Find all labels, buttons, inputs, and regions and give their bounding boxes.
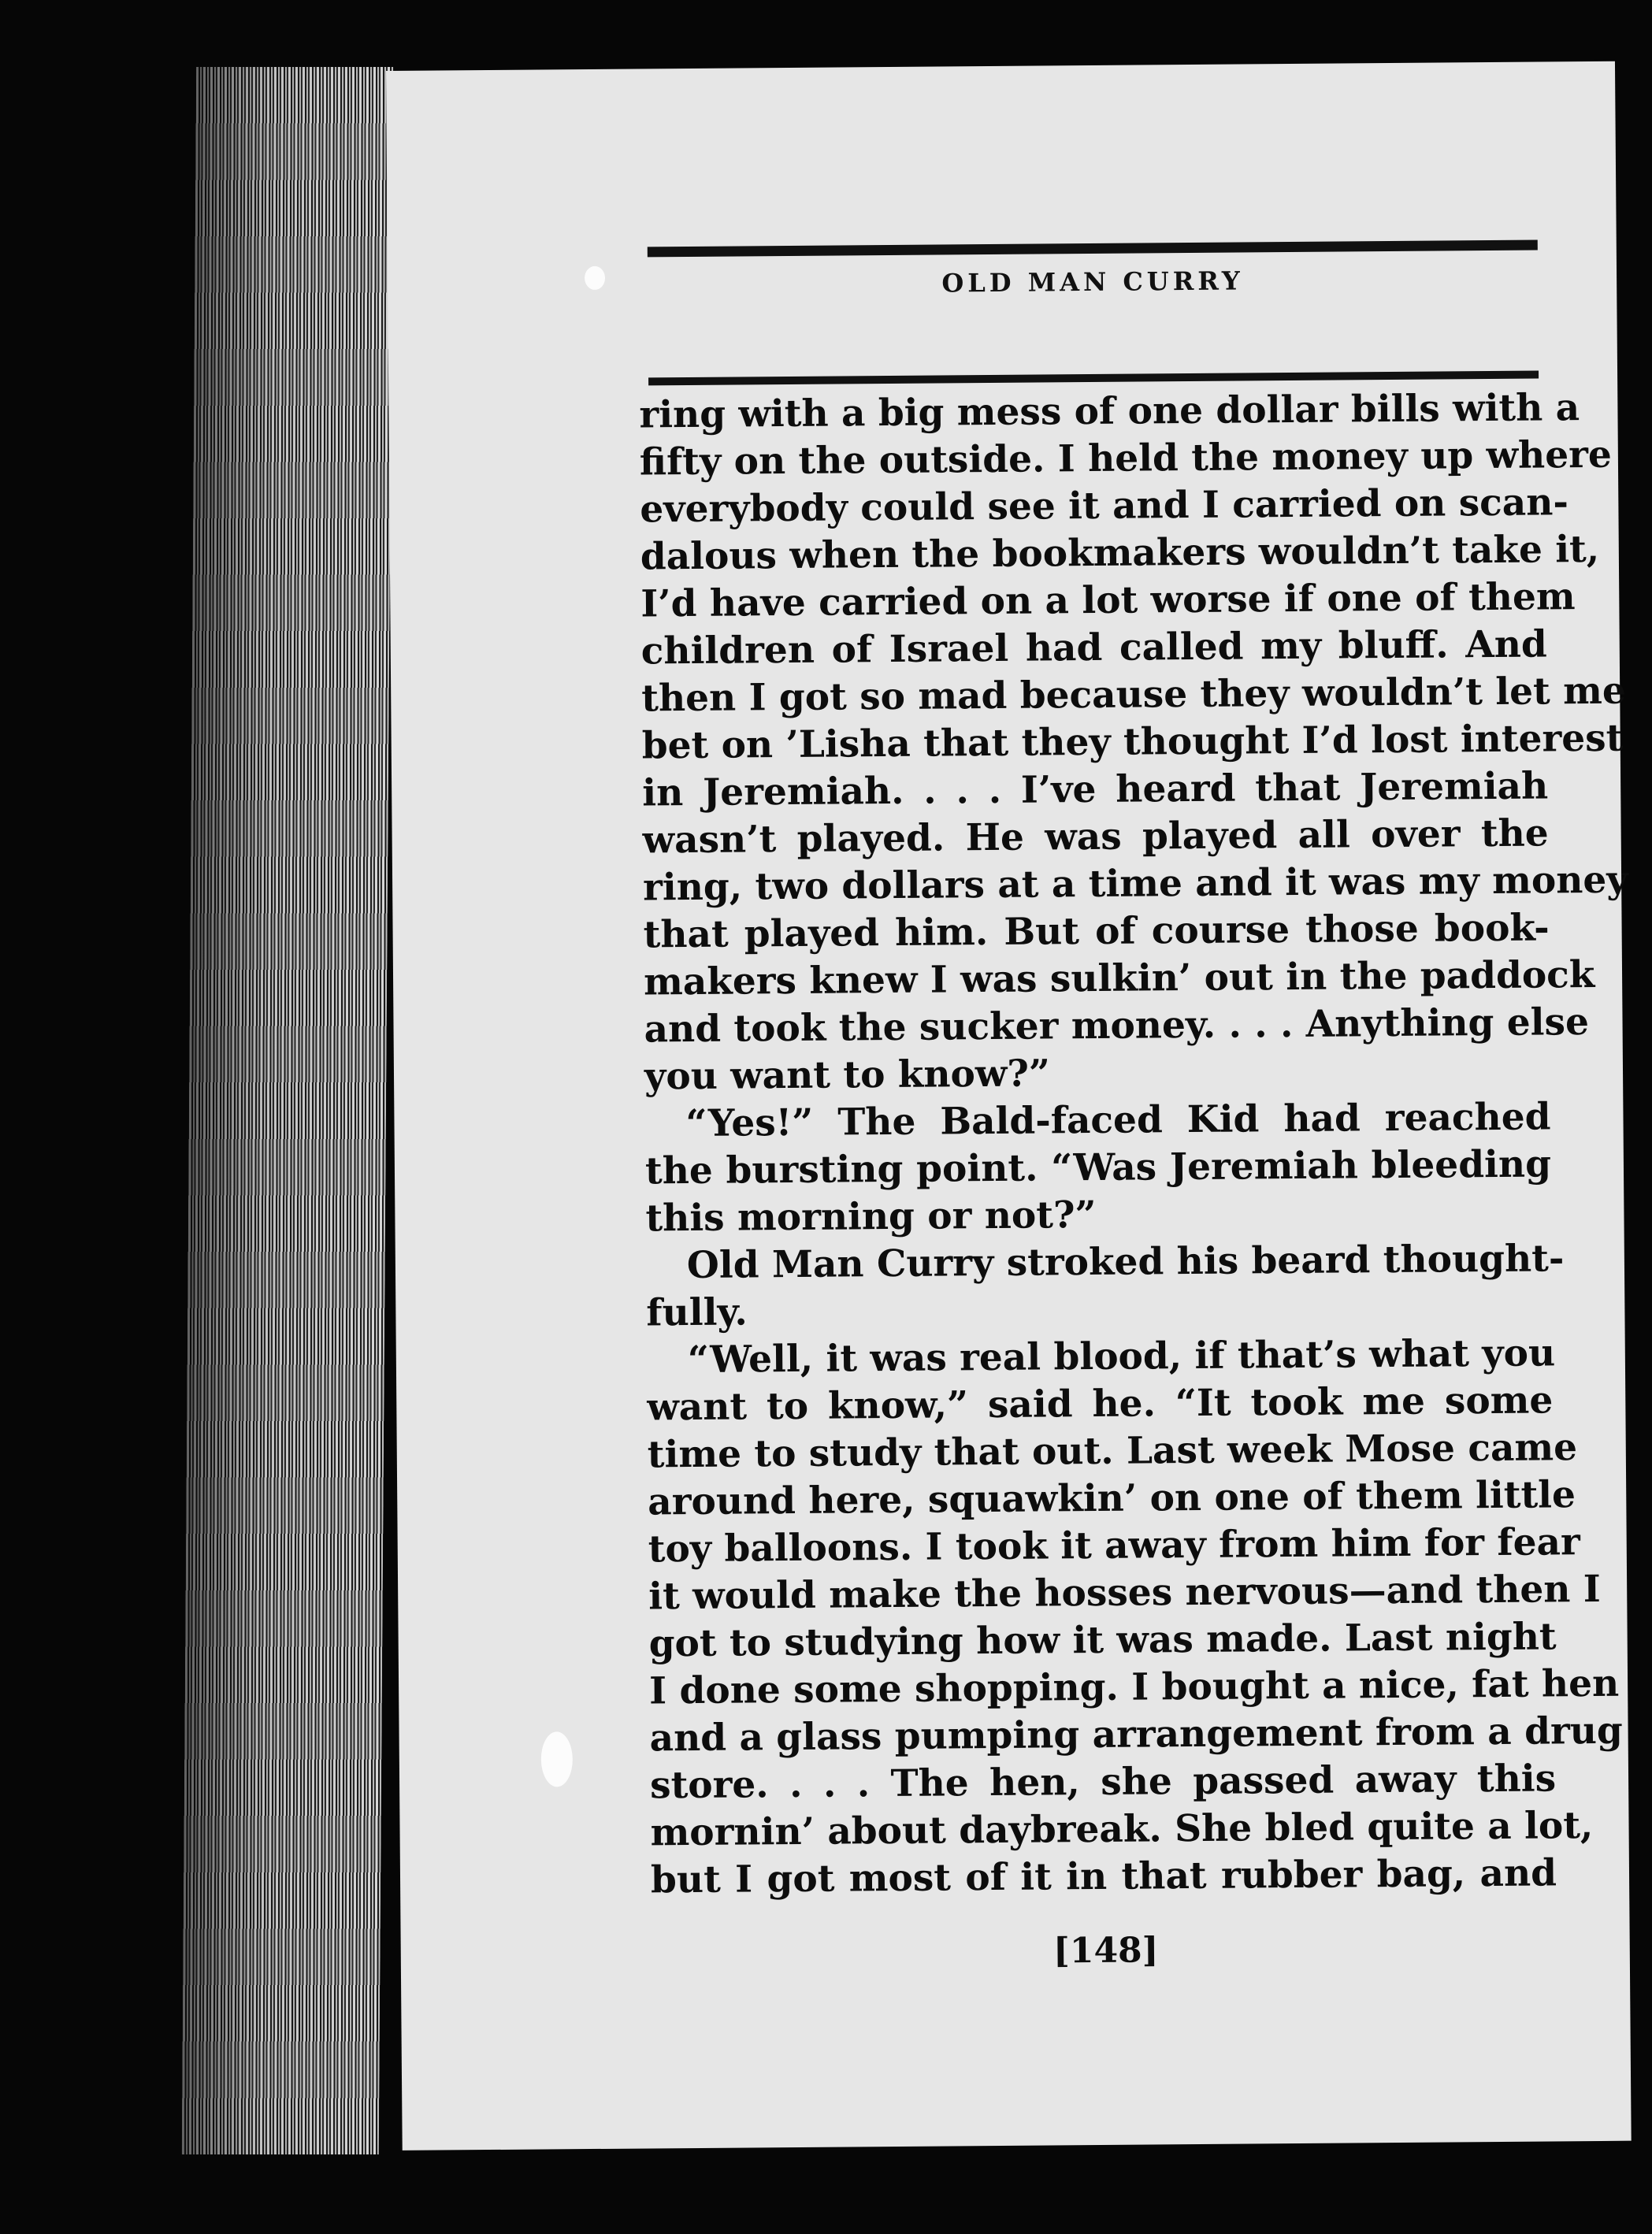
body-text (639, 384, 1628, 1904)
book-page (386, 61, 1632, 2151)
text-line: that played him. But of course those book- (643, 906, 1550, 957)
text-line: and took the sucker money. . . . Anything else (644, 1000, 1590, 1052)
text-line: the bursting point. “Was Jeremiah bleeding (644, 1142, 1552, 1193)
page-edges (182, 67, 394, 2154)
text-line: it would make the hosses nervous—and then I (648, 1567, 1602, 1619)
text-line: “Yes!” The Bald-faced Kid had reached (685, 1095, 1551, 1146)
text-line: store. . . . The hen, she passed away this (649, 1757, 1557, 1808)
text-line: you want to know?” (644, 1052, 1051, 1099)
text-line: this morning or not?” (645, 1193, 1097, 1241)
text-line: then I got so mad because they wouldn’t let me (641, 669, 1626, 721)
text-line: bet on ’Lisha that they thought I’d lost interest (641, 716, 1624, 768)
text-line: fifty on the outside. I held the money up where (639, 432, 1613, 484)
scan-speck (541, 1731, 574, 1787)
text-line: got to studying how it was made. Last night (648, 1615, 1557, 1666)
text-line: around here, squawkin’ on one of them little (648, 1473, 1576, 1524)
text-line: toy balloons. I took it away from him for fear (648, 1520, 1580, 1572)
text-line: mornin’ about daybreak. She bled quite a lot, (650, 1804, 1594, 1855)
text-line: in Jeremiah. . . . I’ve heard that Jeremiah (641, 764, 1549, 815)
text-line: ring, two dollars at a time and it was my money (642, 858, 1628, 910)
text-line: Old Man Curry stroked his beard thought- (686, 1237, 1565, 1288)
text-line: time to study that out. Last week Mose came (647, 1426, 1578, 1477)
header-rule-bottom (648, 371, 1539, 386)
text-line: want to know,” said he. “It took me some (647, 1379, 1554, 1430)
text-line: everybody could see it and I carried on scan- (640, 481, 1569, 532)
scan-speck (585, 266, 605, 290)
text-line: I done some shopping. I bought a nice, fat hen (648, 1661, 1620, 1713)
text-line: but I got most of it in that rubber bag, and (650, 1851, 1557, 1902)
text-line: wasn’t played. He was played all over the (642, 811, 1549, 863)
header-rule-top (648, 240, 1538, 258)
text-line: ring with a big mess of one dollar bills with a (639, 386, 1580, 437)
text-line: makers knew I was sulkin’ out in the paddock (643, 952, 1595, 1004)
running-head: OLD MAN CURRY (941, 265, 1244, 299)
text-line: children of Israel had called my bluff. And (640, 622, 1547, 674)
text-line: fully. (646, 1290, 748, 1335)
text-line: dalous when the bookmakers wouldn’t take it, (640, 527, 1600, 579)
text-line: I’d have carried on a lot worse if one of them (640, 575, 1576, 626)
text-line: “Well, it was real blood, if that’s what you (687, 1331, 1556, 1382)
text-line: and a glass pumping arrangement from a drug (649, 1709, 1623, 1761)
page-number: [148] (1052, 1930, 1159, 1972)
